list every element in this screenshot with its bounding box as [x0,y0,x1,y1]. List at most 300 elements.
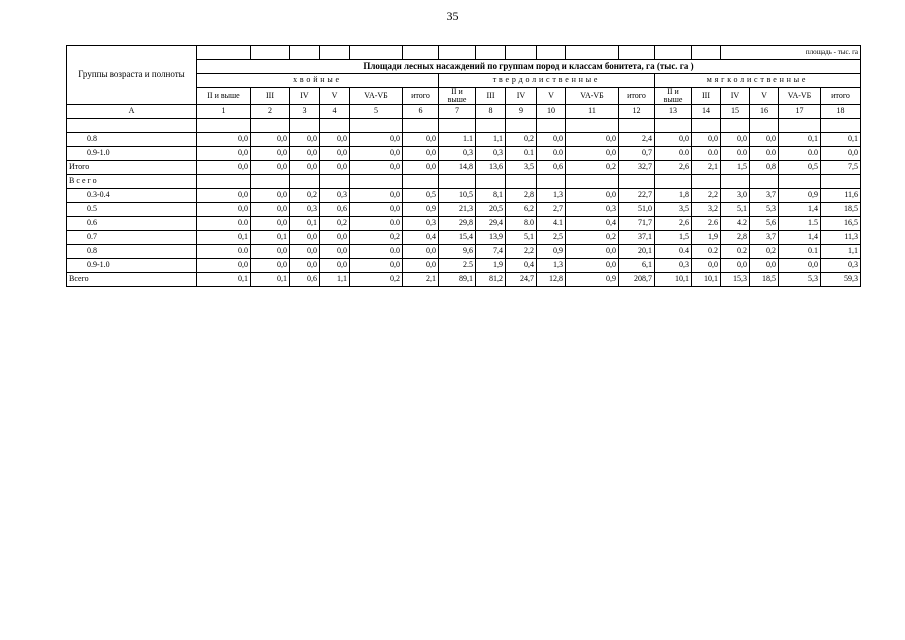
column-number: 15 [721,105,750,119]
table-cell: 1,1 [821,245,861,259]
table-cell: 0,3 [320,189,350,203]
blank-cell [537,46,566,60]
row-label: 0.7 [67,231,197,245]
table-row [67,273,861,287]
table-cell [251,175,290,189]
blank-cell [476,46,506,60]
table-cell: 0.0 [655,147,692,161]
table-cell: 0,0 [290,231,320,245]
table-cell: 1,5 [721,161,750,175]
table-cell: 2,5 [537,231,566,245]
table-cell: 0,0 [251,147,290,161]
forest-area-table [66,45,861,287]
table-cell: 10,1 [655,273,692,287]
table-cell: 51,0 [619,203,655,217]
table-cell: 2,6 [655,161,692,175]
column-number: 12 [619,105,655,119]
table-cell: 1,1 [320,273,350,287]
subcolumn-header: IV [506,88,537,105]
row-label: 0.5 [67,203,197,217]
subcolumn-header: III [476,88,506,105]
group-softwood: мягколиственные [655,74,861,88]
table-cell: 2.6 [692,217,721,231]
subcolumn-header: VA-VБ [350,88,403,105]
table-cell [506,119,537,133]
table-cell: 5,6 [750,217,779,231]
blank-cell [439,46,476,60]
table-cell: 1,4 [779,203,821,217]
row-label [67,119,197,133]
table-cell: 0,0 [320,133,350,147]
table-cell: 10,1 [692,273,721,287]
column-number: 6 [403,105,439,119]
table-cell: 0,0 [320,259,350,273]
table-cell: 1.5 [779,217,821,231]
table-cell: 0,0 [537,133,566,147]
table-cell: 0,0 [750,133,779,147]
table-cell: 0,2 [350,231,403,245]
column-number: 17 [779,105,821,119]
table-cell: 7,5 [821,161,861,175]
header-units-row [67,46,861,60]
table-cell [197,175,251,189]
table-cell: 0.0 [721,147,750,161]
blank-cell [251,46,290,60]
table-cell: 0,0 [403,133,439,147]
subcolumn-header: IV [721,88,750,105]
row-label: 0.6 [67,217,197,231]
table-cell: 0,0 [721,133,750,147]
table-cell: 0,0 [290,161,320,175]
table-cell [721,119,750,133]
table-cell [320,175,350,189]
table-cell: 0,0 [350,147,403,161]
subcolumn-header: II и выше [197,88,251,105]
table-cell: 0.0 [197,245,251,259]
subcolumn-header: итого [403,88,439,105]
table-cell: 0,3 [655,259,692,273]
table-cell: 29,4 [476,217,506,231]
table-cell: 1,9 [476,259,506,273]
subcolumn-header: V [320,88,350,105]
table-cell: 0,2 [320,217,350,231]
column-number: 3 [290,105,320,119]
table-cell: 0,0 [403,161,439,175]
column-number: 4 [320,105,350,119]
table-cell: 8,1 [476,189,506,203]
table-cell: 15,4 [439,231,476,245]
blank-cell [197,46,251,60]
table-cell: 0,0 [403,245,439,259]
table-cell: 0.0 [350,245,403,259]
table-cell: 14,8 [439,161,476,175]
column-number: 7 [439,105,476,119]
table-cell: 0,0 [779,259,821,273]
table-cell: 0,0 [350,259,403,273]
table-cell: 0,2 [566,161,619,175]
table-cell: 0,0 [197,189,251,203]
table-cell: 0,0 [251,245,290,259]
table-row [67,245,861,259]
table-cell: 0,0 [251,189,290,203]
table-cell: 71,7 [619,217,655,231]
table-cell: 0,3 [476,147,506,161]
table-cell [476,119,506,133]
table-cell: 0,0 [290,147,320,161]
table-cell: 0,8 [750,161,779,175]
table-cell [779,175,821,189]
table-cell: 21,3 [439,203,476,217]
table-cell: 18,5 [750,273,779,287]
table-cell: 0,0 [721,259,750,273]
table-cell: 13,9 [476,231,506,245]
column-number: 16 [750,105,779,119]
column-number: 18 [821,105,861,119]
table-cell [476,175,506,189]
table-cell: 10,5 [439,189,476,203]
table-cell: 20,5 [476,203,506,217]
table-row [67,189,861,203]
table-cell: 81,2 [476,273,506,287]
subcolumn-header: IV [290,88,320,105]
table-cell: 0,0 [290,245,320,259]
table-cell: 0,1 [197,273,251,287]
subcolumn-header: V [537,88,566,105]
table-cell: 2,1 [403,273,439,287]
table-cell: 0,1 [290,217,320,231]
table-cell [821,119,861,133]
table-cell: 0.2 [721,245,750,259]
table-cell [721,175,750,189]
subcolumn-header: итого [821,88,861,105]
table-cell [403,119,439,133]
table-cell: 1,3 [537,259,566,273]
table-cell [350,175,403,189]
table-cell: 0,0 [403,259,439,273]
row-label: 0.8 [67,133,197,147]
blank-cell [566,46,619,60]
table-cell: 0,1 [197,231,251,245]
table-cell: 0,0 [350,161,403,175]
table-cell: 0,0 [197,259,251,273]
table-cell [537,119,566,133]
table-cell: 0.0 [197,217,251,231]
table-cell [566,119,619,133]
row-label: Всего [67,175,197,189]
column-number: 2 [251,105,290,119]
table-cell: 0.1 [779,245,821,259]
table-cell [779,119,821,133]
table-cell: 0,2 [566,231,619,245]
table-cell: 0,9 [403,203,439,217]
table-cell: 0,0 [197,161,251,175]
table-cell: 0,0 [320,231,350,245]
blank-cell [350,46,403,60]
table-cell: 0,0 [251,203,290,217]
table-cell: 11,6 [821,189,861,203]
table-cell: 0.0 [692,147,721,161]
table-cell: 0.1 [506,147,537,161]
table-cell: 2,2 [692,189,721,203]
table-cell: 22,7 [619,189,655,203]
blank-cell [290,46,320,60]
table-row [67,133,861,147]
blank-cell [403,46,439,60]
table-cell [439,119,476,133]
table-row [67,147,861,161]
table-cell: 4.2 [721,217,750,231]
column-number-row [67,105,861,119]
table-cell: 0,0 [750,259,779,273]
page-number: 35 [446,9,459,23]
table-cell [619,175,655,189]
table-cell: 2,6 [655,217,692,231]
table-cell: 0,0 [692,133,721,147]
table-cell [655,119,692,133]
table-cell: 0,4 [566,217,619,231]
table-cell: 0,0 [251,133,290,147]
table-cell: 0,0 [566,259,619,273]
table-cell: 0,0 [251,161,290,175]
table-cell: 15,3 [721,273,750,287]
table-cell: 0,0 [566,189,619,203]
table-cell: 0,0 [350,203,403,217]
table-cell: 3,5 [506,161,537,175]
table-cell: 2,1 [692,161,721,175]
table-cell: 0,3 [290,203,320,217]
column-number: 9 [506,105,537,119]
table-cell: 3,7 [750,231,779,245]
table-cell: 89,1 [439,273,476,287]
table-cell: 0,1 [779,133,821,147]
table-cell [750,175,779,189]
table-cell: 0,9 [537,245,566,259]
table-cell: 24,7 [506,273,537,287]
table-cell: 32,7 [619,161,655,175]
table-cell: 0,0 [821,147,861,161]
table-cell [619,119,655,133]
table-cell: 0,0 [403,147,439,161]
table-cell: 1,4 [779,231,821,245]
row-label: 0.8 [67,245,197,259]
table-cell: 6,2 [506,203,537,217]
table-cell: 0,1 [821,133,861,147]
table-cell: 3,5 [655,203,692,217]
subcolumn-header: VA-VБ [566,88,619,105]
table-cell: 0,7 [619,147,655,161]
table-cell [750,119,779,133]
column-number: 11 [566,105,619,119]
table-cell: 8.0 [506,217,537,231]
table-cell: 0,0 [197,203,251,217]
table-row [67,217,861,231]
table-cell: 0,0 [692,259,721,273]
table-cell: 0,4 [506,259,537,273]
table-cell: 0,1 [251,273,290,287]
column-number: 8 [476,105,506,119]
table-cell: 1,8 [655,189,692,203]
table-cell: 0,9 [566,273,619,287]
table-cell: 0,0 [290,133,320,147]
table-cell [821,175,861,189]
table-cell [290,119,320,133]
table-cell: 0,4 [403,231,439,245]
table-cell: 0.0 [779,147,821,161]
table-cell: 0,0 [320,245,350,259]
table-cell: 12,8 [537,273,566,287]
table-cell: 6,1 [619,259,655,273]
blank-cell [320,46,350,60]
table-cell: 0,0 [655,133,692,147]
table-row [67,161,861,175]
table-cell: 3,7 [750,189,779,203]
table-cell: 0.4 [655,245,692,259]
column-number: 1 [197,105,251,119]
table-cell: 16,5 [821,217,861,231]
row-label: Итого [67,161,197,175]
table-cell: 0,3 [439,147,476,161]
table-row [67,259,861,273]
table-cell: 20,1 [619,245,655,259]
column-number: 10 [537,105,566,119]
table-cell: 1,3 [537,189,566,203]
table-cell: 0,0 [197,147,251,161]
table-cell: 0,9 [779,189,821,203]
table-cell [403,175,439,189]
blank-cell [692,46,721,60]
table-cell [320,119,350,133]
table-cell: 5,3 [750,203,779,217]
table-cell: 0,3 [821,259,861,273]
column-number: 13 [655,105,692,119]
subcolumn-header: III [251,88,290,105]
subcolumn-header: итого [619,88,655,105]
table-cell: 3,0 [721,189,750,203]
table-cell: 0,0 [320,161,350,175]
table-cell: 18,5 [821,203,861,217]
table-cell: 4.1 [537,217,566,231]
table-cell: 0,6 [537,161,566,175]
row-label: 0.9-1.0 [67,147,197,161]
table-cell [655,175,692,189]
table-cell: 0,0 [320,147,350,161]
subcolumn-header: II и выше [439,88,476,105]
row-label: Всего [67,273,197,287]
column-number: А [67,105,197,119]
subcolumn-header: II и выше [655,88,692,105]
table-cell: 11,3 [821,231,861,245]
table-cell: 7,4 [476,245,506,259]
blank-cell [655,46,692,60]
table-cell: 2,7 [537,203,566,217]
table-cell: 208,7 [619,273,655,287]
column-number: 5 [350,105,403,119]
table-cell: 2,8 [721,231,750,245]
group-coniferous: хвойные [197,74,439,88]
table-cell: 29,8 [439,217,476,231]
blank-cell [506,46,537,60]
table-cell: 0,6 [290,273,320,287]
table-cell: 5,3 [779,273,821,287]
table-cell: 0,0 [350,133,403,147]
table-cell: 1,5 [655,231,692,245]
row-label: 0.9-1.0 [67,259,197,273]
table-cell: 2,2 [506,245,537,259]
table-cell: 0,1 [251,231,290,245]
subcolumn-header: VA-VБ [779,88,821,105]
table-cell: 1.1 [439,133,476,147]
table-cell: 5,1 [506,231,537,245]
table-cell: 0,0 [251,259,290,273]
table-cell: 0,2 [290,189,320,203]
table-cell [506,175,537,189]
table-cell: 5,1 [721,203,750,217]
table-cell: 0,2 [750,245,779,259]
table-cell: 3,2 [692,203,721,217]
table-cell: 0,0 [290,259,320,273]
table-cell: 0,0 [251,217,290,231]
table-cell: 59,3 [821,273,861,287]
table-cell [537,175,566,189]
table-cell: 0,2 [350,273,403,287]
table-cell: 0.0 [350,217,403,231]
table-row [67,231,861,245]
subcolumn-header: III [692,88,721,105]
table-cell: 1,1 [476,133,506,147]
blank-cell [619,46,655,60]
table-cell [439,175,476,189]
units-note: площадь - тыс. га [721,46,861,60]
row-label: 0.3-0.4 [67,189,197,203]
row-header-cell: Группы возраста и полноты [67,46,197,105]
table-cell: 0,3 [403,217,439,231]
table-cell: 0.2 [692,245,721,259]
table-cell: 13,6 [476,161,506,175]
main-header: Площади лесных насаждений по группам пород и классам бонитета, га (тыс. га ) [197,60,861,74]
table-cell: 0,0 [350,189,403,203]
table-cell: 2.5 [439,259,476,273]
group-hardwood: твердолиственные [439,74,655,88]
table-cell: 0,0 [566,245,619,259]
table-cell: 0.0 [750,147,779,161]
table-cell: 0,0 [197,133,251,147]
table-cell: 2,8 [506,189,537,203]
column-number: 14 [692,105,721,119]
table-cell: 0,5 [403,189,439,203]
table-cell: 2,4 [619,133,655,147]
table-cell: 37,1 [619,231,655,245]
table-cell: 0,0 [566,147,619,161]
table-cell: 0.0 [537,147,566,161]
table-cell: 0,3 [566,203,619,217]
table-cell: 0,5 [779,161,821,175]
table-cell: 0,2 [506,133,537,147]
table-cell [566,175,619,189]
table-row [67,119,861,133]
table-cell [251,119,290,133]
table-cell: 0,0 [566,133,619,147]
table-row [67,203,861,217]
table-cell [692,175,721,189]
table-cell [350,119,403,133]
table-row [67,175,861,189]
table-cell: 0,6 [320,203,350,217]
subcolumn-header: V [750,88,779,105]
table-cell: 9,6 [439,245,476,259]
table-cell [197,119,251,133]
table-cell [290,175,320,189]
table-cell [692,119,721,133]
